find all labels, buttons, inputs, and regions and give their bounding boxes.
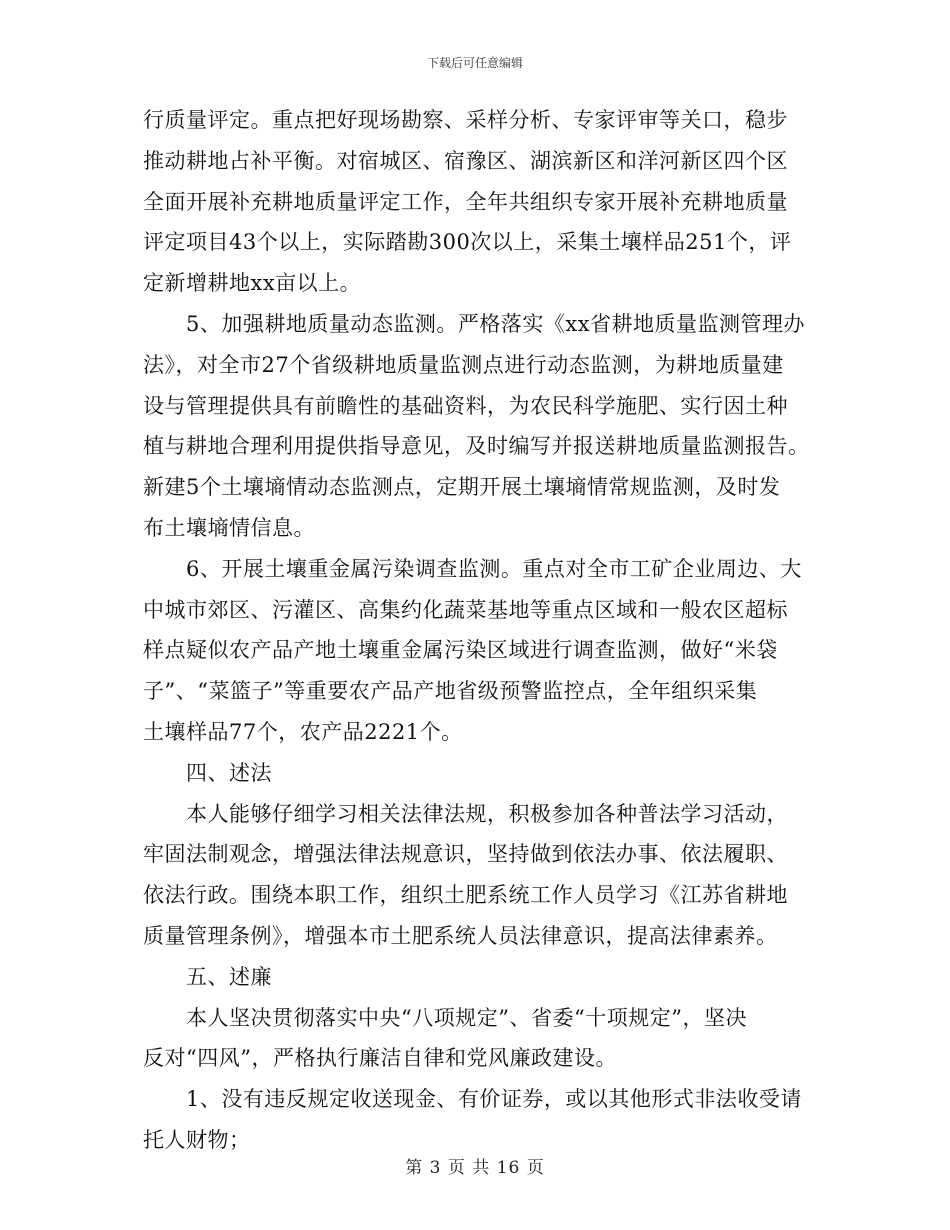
body-line: 质量管理条例》，增强本市土肥系统人员法律意识，提高法律素养。	[143, 923, 778, 948]
page-footer: 第 3 页 共 16 页	[405, 1158, 545, 1178]
page-header: 下载后可任意编辑	[426, 56, 523, 70]
body-line: 牢固法制观念，增强法律法规意识，坚持做到依法办事、依法履职、	[143, 842, 788, 867]
body-line: 定新增耕地xx亩以上。	[143, 271, 362, 296]
paragraph-start-line: 本人能够仔细学习相关法律法规，积极参加各种普法学习活动，	[186, 801, 788, 826]
body-line: 布土壤墒情信息。	[143, 515, 315, 540]
body-line: 子”、“菜篮子”等重要农产品产地省级预警监控点，全年组织采集	[143, 679, 758, 704]
body-line: 样点疑似农产品产地土壤重金属污染区域进行调查监测，做好“米袋	[143, 638, 778, 663]
body-line: 全面开展补充耕地质量评定工作，全年共组织专家开展补充耕地质量	[143, 189, 788, 214]
document-body	[143, 100, 813, 1161]
paragraph-start-line: 1、没有违反规定收送现金、有价证券，或以其他形式非法收受请	[186, 1087, 802, 1112]
body-line: 推动耕地占补平衡。对宿城区、宿豫区、湖滨新区和洋河新区四个区	[143, 148, 788, 173]
body-line: 设与管理提供具有前瞻性的基础资料，为农民科学施肥、实行因土种	[143, 393, 788, 418]
body-line: 新建5个土壤墒情动态监测点，定期开展土壤墒情常规监测，及时发	[143, 475, 781, 500]
paragraph-start-line: 5、加强耕地质量动态监测。严格落实《xx省耕地质量监测管理办	[186, 311, 806, 336]
body-line: 法》，对全市27个省级耕地质量监测点进行动态监测，为耕地质量建	[143, 352, 784, 377]
body-line: 土壤样品77个，农产品2221个。	[143, 719, 463, 744]
body-line: 反对“四风”，严格执行廉洁自律和党风廉政建设。	[143, 1046, 617, 1071]
body-line: 评定项目43个以上，实际踏勘300次以上，采集土壤样品251个，评	[143, 230, 792, 255]
body-line: 中城市郊区、污灌区、高集约化蔬菜基地等重点区域和一般农区超标	[143, 597, 788, 622]
paragraph-start-line: 6、开展土壤重金属污染调查监测。重点对全市工矿企业周边、大	[186, 556, 802, 581]
body-line: 托人财物；	[143, 1127, 251, 1152]
paragraph-start-line: 本人坚决贯彻落实中央“八项规定”、省委“十项规定”，坚决	[186, 1005, 747, 1030]
section-heading: 四、述法	[186, 760, 272, 785]
body-line: 依法行政。围绕本职工作，组织土肥系统工作人员学习《江苏省耕地	[143, 883, 788, 908]
body-line: 行质量评定。重点把好现场勘察、采样分析、专家评审等关口，稳步	[143, 108, 788, 132]
body-line: 植与耕地合理利用提供指导意见，及时编写并报送耕地质量监测报告。	[143, 434, 810, 459]
section-heading: 五、述廉	[186, 964, 272, 989]
